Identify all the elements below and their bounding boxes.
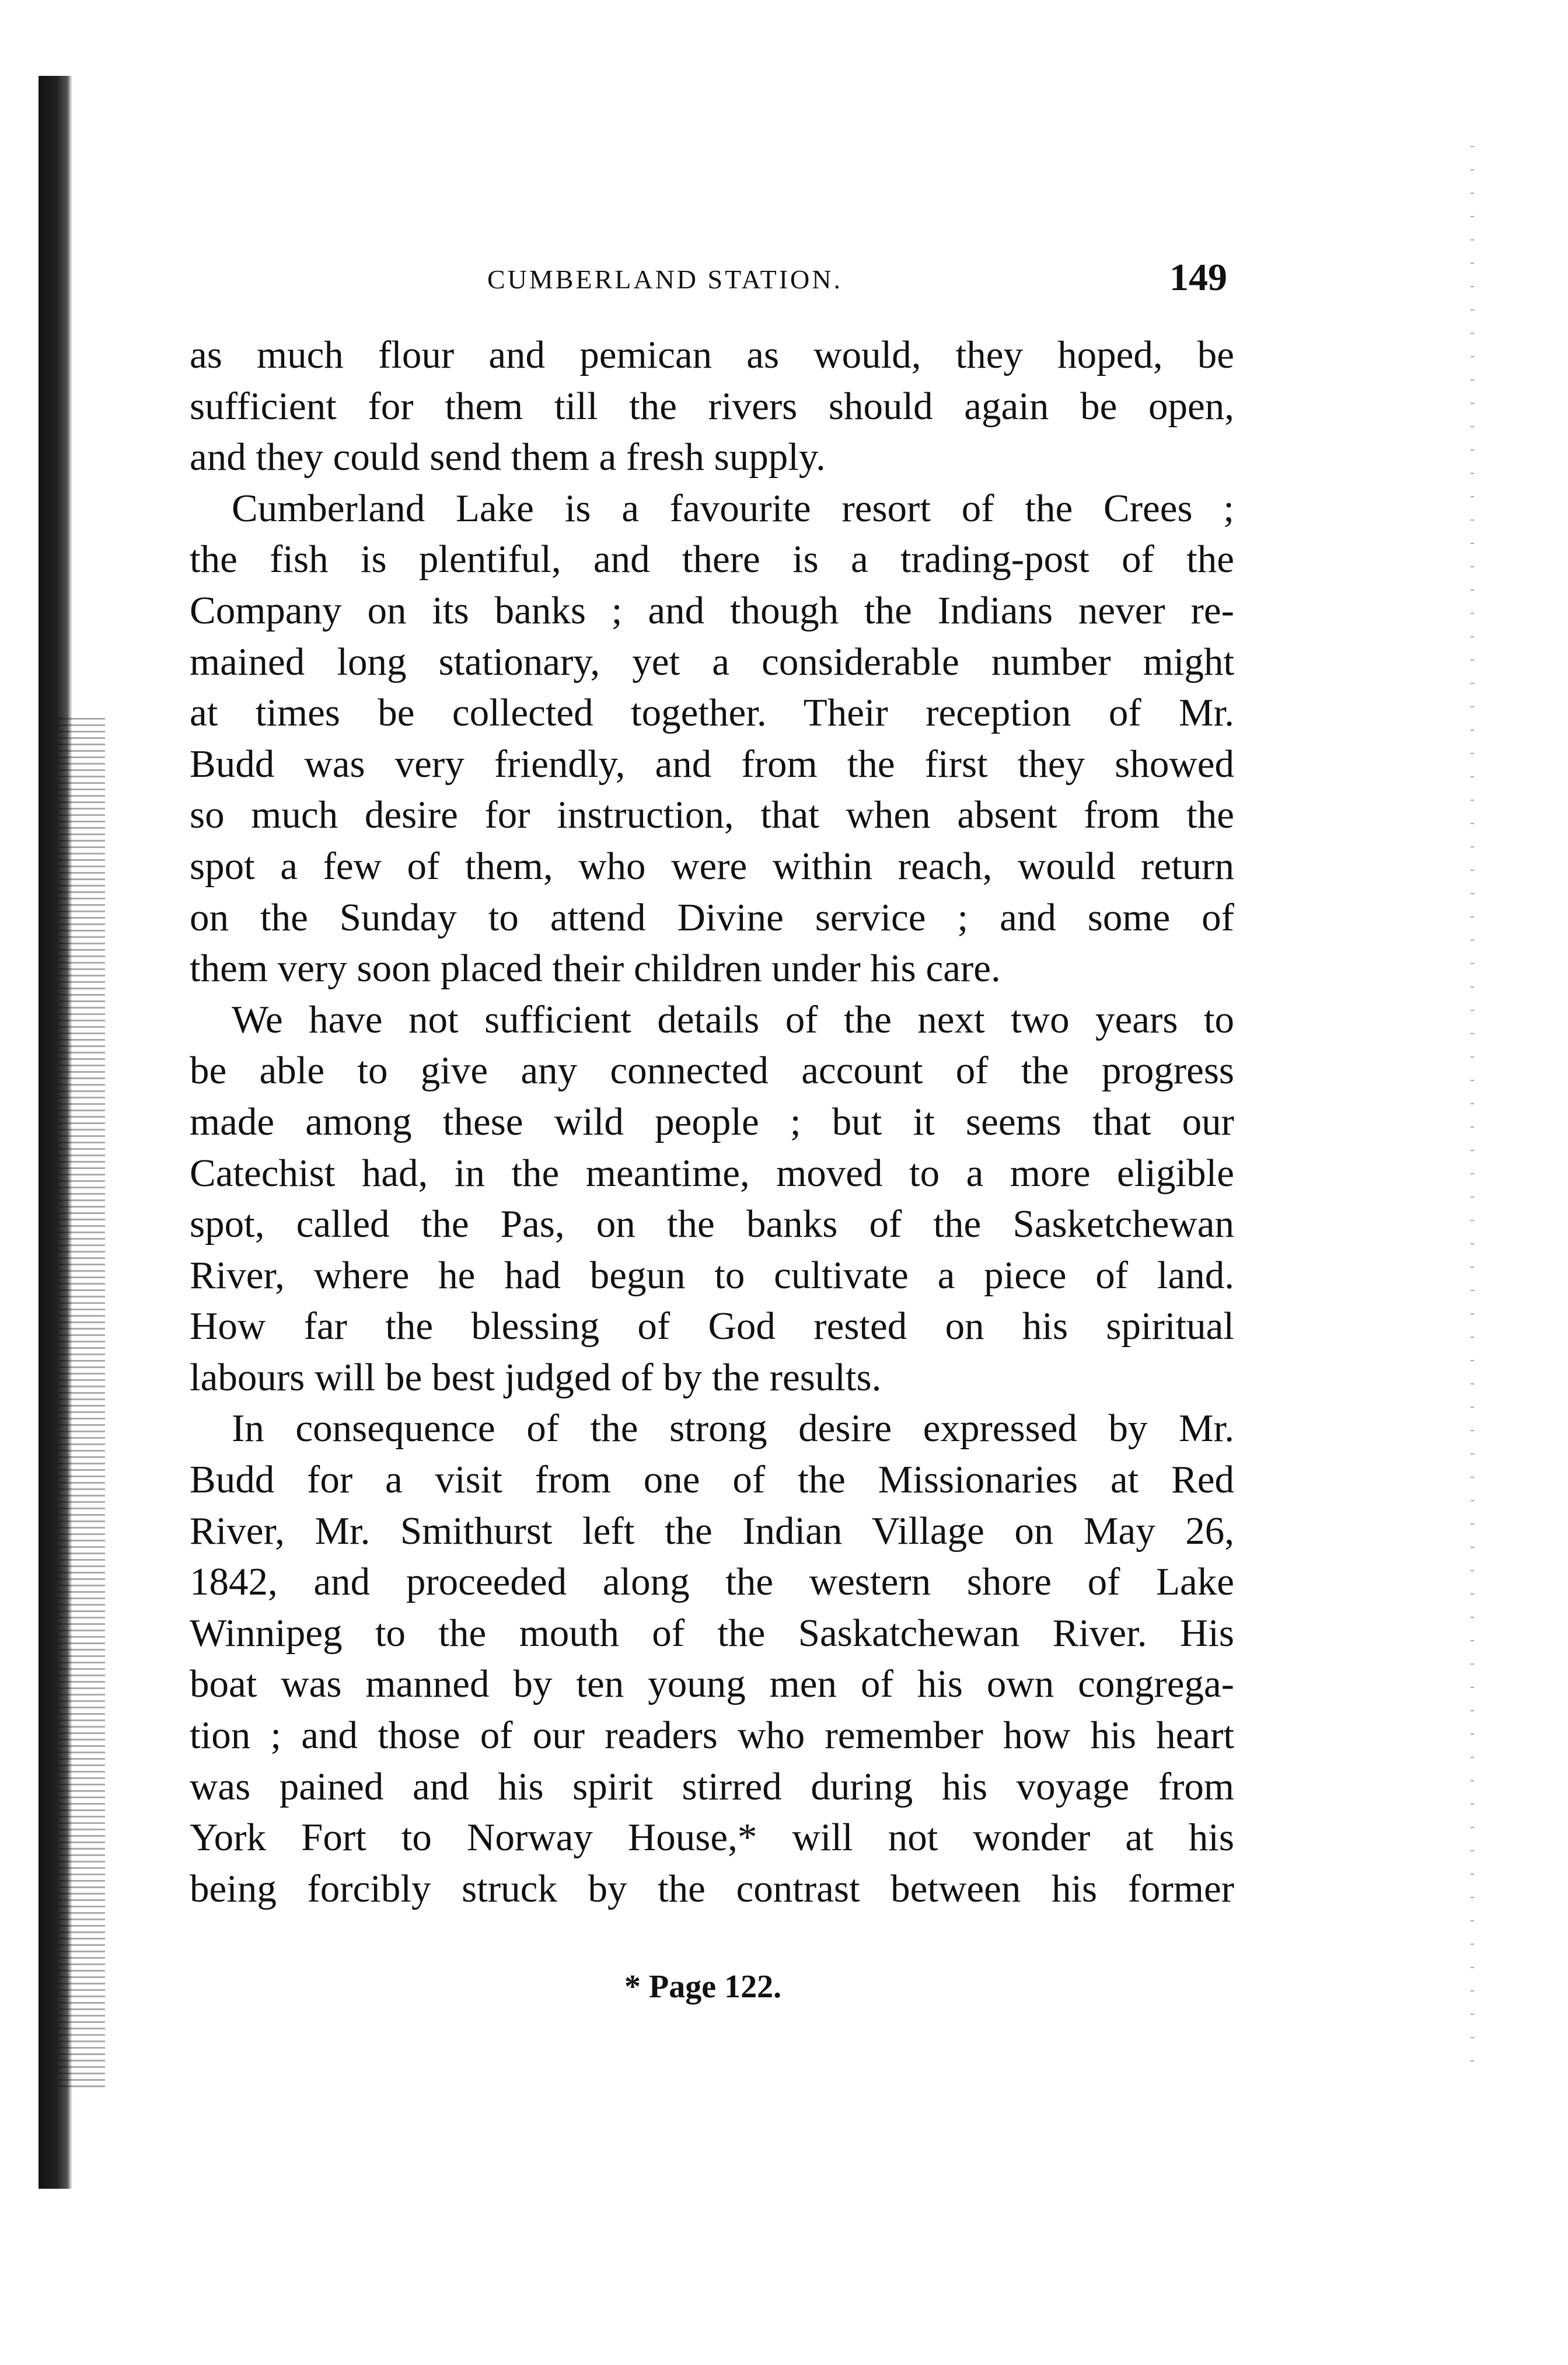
page-binding-texture — [58, 718, 105, 2090]
scan-edge-specks — [1471, 146, 1474, 2072]
text-line: on the Sunday to attend Divine service ; and some of — [190, 895, 1234, 939]
text-line: and they could send them a fresh supply. — [190, 435, 826, 479]
text-line: as much flour and pemican as would, they hoped, be — [190, 333, 1234, 376]
text-line: mained long stationary, yet a considerable number might — [190, 640, 1234, 683]
text-line: boat was manned by ten young men of his own congrega- — [190, 1662, 1234, 1706]
text-line: spot a few of them, who were within reach, would return — [190, 844, 1234, 888]
text-line: sufficient for them till the rivers should again be open, — [190, 384, 1234, 428]
text-line: Catechist had, in the meantime, moved to a more eligible — [190, 1151, 1234, 1195]
page-number: 149 — [1169, 256, 1227, 299]
text-line: tion ; and those of our readers who remember how his heart — [190, 1714, 1234, 1757]
text-line: River, where he had begun to cultivate a piece of land. — [190, 1253, 1234, 1297]
text-line: Budd for a visit from one of the Missionaries at Red — [190, 1458, 1234, 1502]
text-line: York Fort to Norway House,* will not wonder at his — [190, 1816, 1234, 1860]
page-header — [195, 256, 1227, 302]
text-line: Winnipeg to the mouth of the Saskatchewan River. His — [190, 1611, 1234, 1655]
text-line: was pained and his spirit stirred during his voyage from — [190, 1764, 1234, 1808]
text-line: so much desire for instruction, that when absent from the — [190, 793, 1234, 837]
text-line: Cumberland Lake is a favourite resort of the Crees ; — [232, 486, 1234, 530]
text-line: labours will be best judged of by the results. — [190, 1355, 882, 1399]
text-line: In consequence of the strong desire expressed by Mr. — [232, 1407, 1234, 1450]
text-line: 1842, and proceeded along the western shore of Lake — [190, 1560, 1234, 1604]
text-line: Budd was very friendly, and from the first they showed — [190, 742, 1234, 786]
text-line: being forcibly struck by the contrast between his former — [190, 1867, 1234, 1910]
text-line: the fish is plentiful, and there is a trading-post of the — [190, 538, 1234, 581]
text-line: them very soon placed their children under his care. — [190, 947, 1001, 990]
text-line: We have not sufficient details of the next two years to — [232, 997, 1234, 1041]
text-line: How far the blessing of God rested on his spiritual — [190, 1304, 1234, 1348]
text-line: be able to give any connected account of the progress — [190, 1049, 1234, 1093]
text-line: at times be collected together. Their reception of Mr. — [190, 691, 1234, 735]
text-line: made among these wild people ; but it seems that our — [190, 1100, 1234, 1143]
body-text — [190, 330, 1234, 1914]
text-line: spot, called the Pas, on the banks of the Sasketchewan — [190, 1202, 1234, 1246]
footnote: * Page 122. — [624, 1969, 782, 2005]
text-line: River, Mr. Smithurst left the Indian Village on May 26, — [190, 1509, 1234, 1553]
running-head: CUMBERLAND STATION. — [487, 264, 843, 294]
text-line: Company on its banks ; and though the Indians never re- — [190, 588, 1234, 632]
